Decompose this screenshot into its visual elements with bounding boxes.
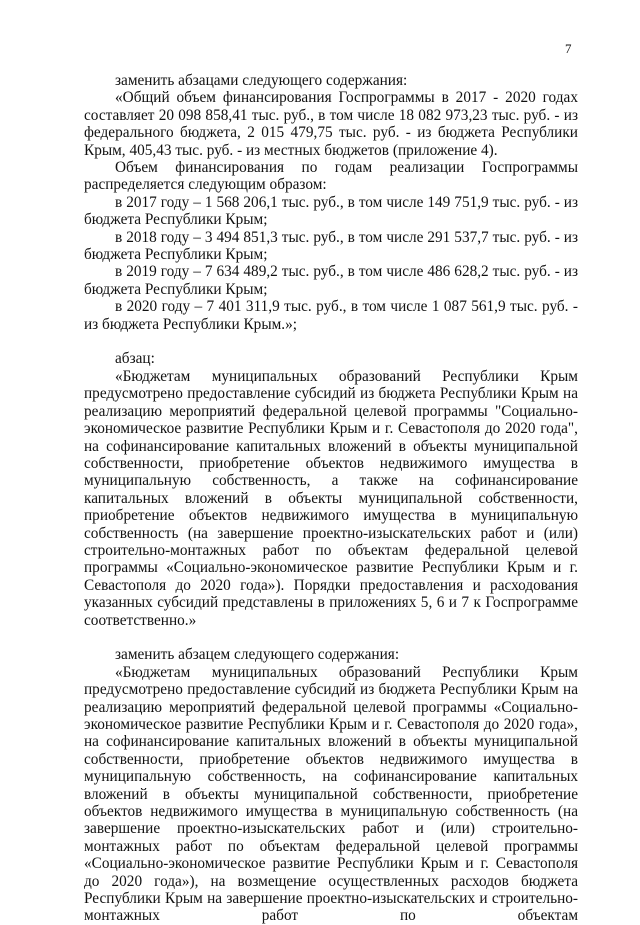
blank-line bbox=[84, 333, 578, 350]
paragraph-year-2019: в 2019 году – 7 634 489,2 тыс. руб., в том числе 486 628,2 тыс. руб. - из бюджета Республики Крым; bbox=[84, 263, 578, 298]
paragraph-year-2020: в 2020 году – 7 401 311,9 тыс. руб., в том числе 1 087 561,9 тыс. руб. - из бюджета Республики Крым.»; bbox=[84, 298, 578, 333]
paragraph-instruction-2: абзац: bbox=[115, 350, 155, 368]
page-number: 7 bbox=[565, 41, 572, 56]
paragraph-old-subsidies: «Бюджетам муниципальных образований Республики Крым предусмотрено предоставление субсидий из бюджета Республики Крым на реализацию мероприятий федеральной целевой программы "Социально-экономическое развитие Республики Крым и г. Севастополя до 2020 года", на софинансирование капитальных вложений в объекты муниципальной собственности, приобретение объектов недвижимого имущества в муниципальную собственность, а также на софинансирование капитальных вложений в объекты муниципальной собственности, приобретение объектов недвижимого имущества в муниципальную собственность (на завершение проектно-изыскательских работ и (или) строительно-монтажных работ по объектам федеральной целевой программы «Социально-экономическое развитие Республики Крым и г. Севастополя до 2020 года»). Порядки предоставления и расходования указанных субсидий представлены в приложениях 5, 6 и 7 к Госпрограмме соответственно.» bbox=[84, 367, 578, 629]
document-body bbox=[84, 72, 578, 925]
paragraph-year-2017: в 2017 году – 1 568 206,1 тыс. руб., в том числе 149 751,9 тыс. руб. - из бюджета Республики Крым; bbox=[84, 193, 578, 229]
blank-line bbox=[84, 629, 578, 646]
paragraph-total-financing: «Общий объем финансирования Госпрограммы в 2017 - 2020 годах составляет 20 098 858,41 тыс. руб., в том числе 18 082 973,23 тыс. руб. - из федерального бюджета, 2 015 479,75 тыс. руб. - из бюджета Республики Крым, 405,43 тыс. руб. - из местных бюджетов (приложение 4). bbox=[84, 89, 578, 159]
paragraph-instruction-1: заменить абзацами следующего содержания: bbox=[115, 72, 408, 89]
paragraph-year-2018: в 2018 году – 3 494 851,3 тыс. руб., в том числе 291 537,7 тыс. руб. - из бюджета Республики Крым; bbox=[84, 228, 578, 264]
paragraph-new-subsidies: «Бюджетам муниципальных образований Республики Крым предусмотрено предоставление субсидий из бюджета Республики Крым на реализацию мероприятий федеральной целевой программы «Социально-экономическое развитие Республики Крым и г. Севастополя до 2020 года», на софинансирование капитальных вложений в объекты муниципальной собственности, приобретение объектов недвижимого имущества в муниципальную собственность, на софинансирование капитальных вложений в объекты муниципальной собственности, приобретение объектов недвижимого имущества в муниципальную собственность (на завершение проектно-изыскательских работ и (или) строительно-монтажных работ по объектам федеральной целевой программы «Социально-экономическое развитие Республики Крым и г. Севастополя до 2020 года»), на возмещение осуществленных расходов бюджета Республики Крым на завершение проектно-изыскательских и строительно-монтажных работ по объектам bbox=[84, 663, 578, 925]
paragraph-financing-by-years: Объем финансирования по годам реализации Госпрограммы распределяется следующим образом: bbox=[84, 159, 578, 194]
paragraph-instruction-3: заменить абзацем следующего содержания: bbox=[115, 646, 400, 664]
